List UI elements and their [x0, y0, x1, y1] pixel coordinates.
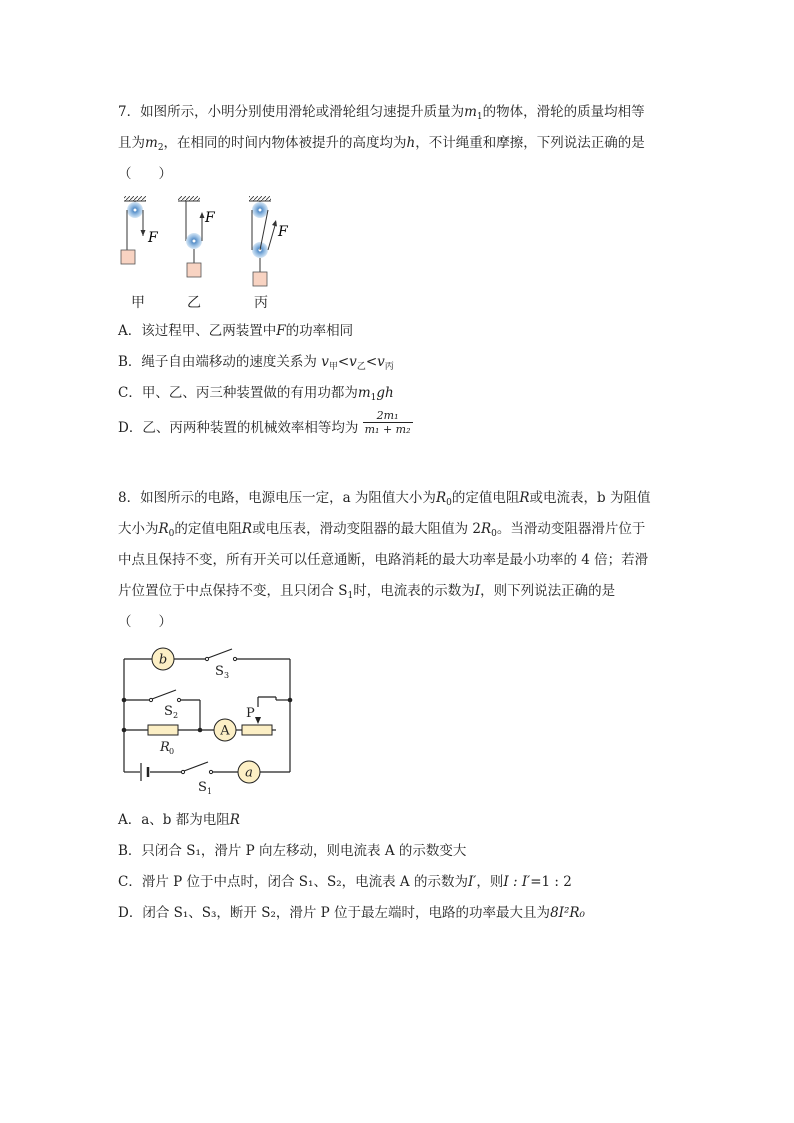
resistor-r0-label: R	[160, 740, 170, 755]
q8-option-d	[118, 905, 585, 921]
var-v: <v	[365, 354, 385, 370]
fraction-denominator: m₁ + m₂	[364, 423, 411, 436]
fig-label-bing: 丙	[254, 295, 268, 311]
q8-option-a	[118, 812, 240, 828]
var-i: I′	[467, 874, 477, 890]
q8-option-c	[118, 874, 572, 890]
var-sub: 丙	[384, 362, 394, 372]
q8-line-4	[118, 583, 615, 604]
pulley-setup-bing	[249, 196, 289, 286]
switch-s1-sub: 1	[207, 787, 213, 796]
var-sub: 0	[446, 498, 452, 508]
switch-s3-label: S	[215, 664, 224, 679]
q8-text: 时，电流表的示数为	[353, 583, 475, 599]
q8-text: 8．如图所示的电路，电源电压一定，a 为阻值大小为	[118, 490, 436, 506]
q8-line-1	[118, 490, 650, 511]
var-sub: 2	[157, 143, 164, 153]
battery-symbol	[141, 763, 148, 781]
resistor-r0	[148, 725, 178, 735]
force-label: F	[278, 224, 288, 240]
force-label: F	[148, 230, 158, 246]
var-sub: 0	[168, 529, 175, 539]
load-block	[253, 272, 267, 286]
q8-line-3: 中点且保持不变，所有开关可以任意通断，电路消耗的最大功率是最小功率的 4 倍；若滑	[118, 552, 649, 568]
var-m: m	[357, 385, 371, 401]
var-f: F	[276, 323, 286, 339]
q7-line-1	[118, 104, 645, 125]
slider-label: P	[246, 706, 255, 721]
switch-s2	[152, 690, 176, 699]
var-h: h	[406, 135, 416, 151]
fig-label-yi: 乙	[187, 295, 201, 311]
var-i: I	[474, 583, 481, 599]
var-v: <v	[337, 354, 357, 370]
meter-b-label: b	[158, 652, 168, 668]
q7-option-c	[118, 385, 394, 406]
var-r: R	[435, 490, 447, 506]
q7-text: ，在相同的时间内物体被提升的高度均为	[163, 135, 407, 151]
q8-line-2	[118, 521, 645, 542]
var-r: R	[241, 521, 253, 537]
q7-option-a	[118, 323, 353, 339]
var-r: R	[229, 812, 240, 828]
var-sub: 0	[491, 529, 497, 539]
q7-option-b	[118, 354, 394, 375]
efficiency-fraction	[363, 409, 413, 436]
load-block	[121, 250, 135, 264]
fig-label-jia: 甲	[131, 295, 145, 311]
q8-text: 或电压表，滑动变阻器的最大阻值为 2	[252, 521, 481, 537]
option-text: ，则	[476, 874, 504, 890]
var-sub: 1	[370, 393, 377, 403]
switch-s2-sub: 2	[173, 711, 179, 720]
fraction-numerator: 2m₁	[363, 409, 413, 423]
q8-text: 或电流表，b 为阻值	[529, 490, 651, 506]
q7-text: ，不计绳重和摩擦，下列说法正确的是	[415, 135, 645, 151]
var-gh: gh	[376, 385, 394, 401]
option-text: C．滑片 P 位于中点时，闭合 S₁、S₂，电流表 A 的示数为	[118, 874, 468, 890]
q8-option-b: B．只闭合 S₁，滑片 P 向左移动，则电流表 A 的示数变大	[118, 843, 467, 859]
circuit-diagram	[118, 645, 308, 800]
switch-s3-sub: 3	[224, 671, 230, 680]
var-r: R	[158, 521, 169, 537]
ammeter-label: A	[220, 723, 230, 739]
var-m: m	[464, 104, 477, 120]
option-text: D．乙、丙两种装置的机械效率相等均为	[118, 420, 359, 436]
q7-option-d	[118, 409, 413, 436]
var-sub: 1	[476, 112, 483, 122]
option-text: A．该过程甲、乙两装置中	[118, 323, 277, 339]
switch-s1	[184, 762, 208, 771]
q7-line-2	[118, 135, 645, 156]
var-r: R	[480, 521, 492, 537]
slider-arrow	[255, 717, 261, 724]
var-sub: 甲	[328, 362, 338, 372]
option-text: 的功率相同	[285, 323, 354, 339]
var-r: R	[519, 490, 530, 506]
load-block	[187, 263, 201, 277]
var-ratio: I : I′	[503, 874, 531, 890]
option-text: A．a、b 都为电阻	[118, 812, 230, 828]
resistor-r0-sub: 0	[169, 747, 175, 756]
q8-text: ，则下列说法正确的是	[480, 583, 616, 599]
switch-s1-label: S	[198, 780, 207, 795]
var-sub: 乙	[356, 362, 366, 372]
meter-a-label: a	[245, 765, 253, 781]
option-text: D．闭合 S₁、S₃，断开 S₂，滑片 P 位于最左端时，电路的功率最大且为	[118, 905, 551, 921]
q8-text: 大小为	[118, 521, 159, 537]
q8-text: 的定值电阻	[451, 490, 520, 506]
switch-s3	[208, 649, 232, 658]
option-text: =1 : 2	[530, 874, 572, 890]
option-text: B．绳子自由端移动的速度关系为	[118, 354, 317, 370]
power-expression: 8I²R₀	[550, 905, 585, 921]
var-m: m	[145, 135, 158, 151]
q8-text: 。当滑动变阻器滑片位于	[496, 521, 646, 537]
var-sub: 1	[347, 591, 354, 601]
option-text: C．甲、乙、丙三种装置做的有用功都为	[118, 385, 358, 401]
q7-bracket: （ ）	[118, 166, 172, 182]
q8-text: 的定值电阻	[174, 521, 242, 537]
q7-text: 7．如图所示，小明分别使用滑轮或滑轮组匀速提升质量为	[118, 104, 465, 120]
rheostat	[242, 725, 272, 735]
var-v: v	[321, 354, 329, 370]
pulley-setup-yi	[178, 196, 216, 277]
q8-bracket: （ ）	[118, 614, 172, 630]
pulley-setup-jia	[121, 196, 159, 264]
q7-text: 的物体，滑轮的质量均相等	[482, 104, 645, 120]
q8-text: 片位置位于中点保持不变，且只闭合 S	[118, 583, 348, 599]
switch-s2-label: S	[164, 704, 173, 719]
force-label: F	[205, 210, 215, 226]
q7-text: 且为	[118, 135, 145, 151]
